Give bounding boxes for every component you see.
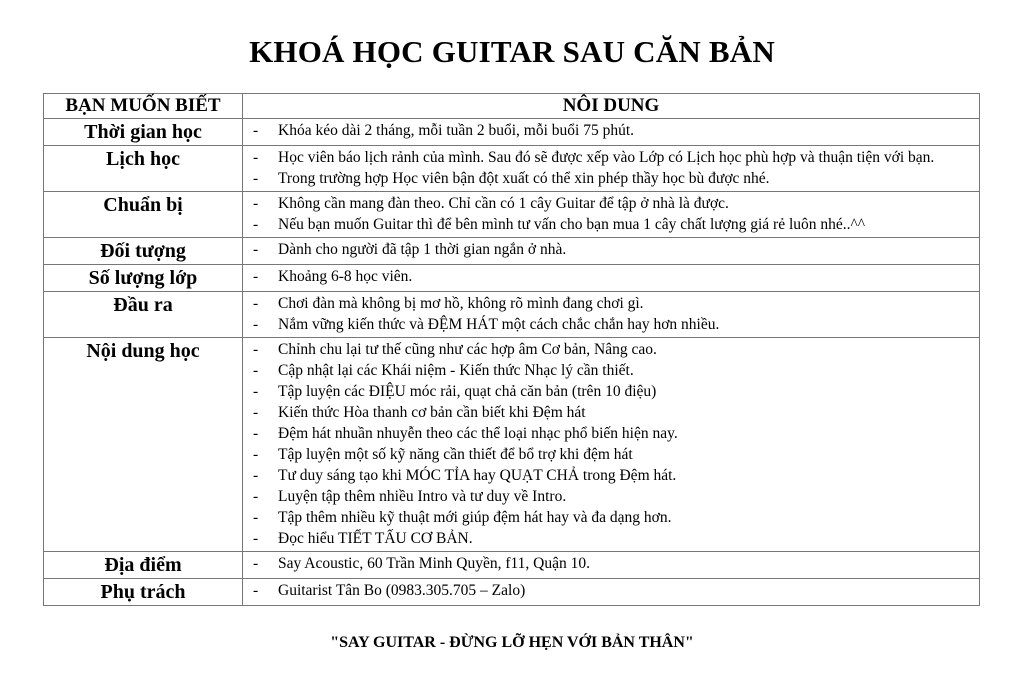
row-content <box>243 238 980 265</box>
column-header-content: NÔI DUNG <box>243 94 980 119</box>
list-item: - Học viên báo lịch rảnh của mình. Sau đó sẽ được xếp vào Lớp có Lịch học phù hợp và thuận tiện với bạn. <box>253 147 971 168</box>
table-row <box>44 192 980 238</box>
row-label: Phụ trách <box>44 579 243 606</box>
row-content <box>243 579 980 606</box>
list-item: - Tập luyện các ĐIỆU móc rải, quạt chả căn bản (trên 10 điệu) <box>253 381 971 402</box>
list-item: - Đọc hiểu TIẾT TẤU CƠ BẢN. <box>253 528 971 549</box>
row-content <box>243 119 980 146</box>
table-header-row <box>44 94 980 119</box>
row-label: Lịch học <box>44 146 243 192</box>
list-item: - Nếu bạn muốn Guitar thì để bên mình tư vấn cho bạn mua 1 cây chất lượng giá rẻ luôn nhé..^^ <box>253 214 971 235</box>
row-content <box>243 192 980 238</box>
list-item: - Say Acoustic, 60 Trần Minh Quyền, f11, Quận 10. <box>253 553 971 574</box>
list-item: - Tập thêm nhiều kỹ thuật mới giúp đệm hát hay và đa dạng hơn. <box>253 507 971 528</box>
row-label: Số lượng lớp <box>44 265 243 292</box>
row-label: Đầu ra <box>44 292 243 338</box>
list-item: - Đệm hát nhuần nhuyễn theo các thể loại nhạc phổ biến hiện nay. <box>253 423 971 444</box>
row-label: Nội dung học <box>44 338 243 552</box>
table-row <box>44 292 980 338</box>
table-row <box>44 579 980 606</box>
table-row <box>44 265 980 292</box>
list-item: - Dành cho người đã tập 1 thời gian ngắn ở nhà. <box>253 239 971 260</box>
row-content <box>243 265 980 292</box>
table-row <box>44 146 980 192</box>
list-item: - Guitarist Tân Bo (0983.305.705 – Zalo) <box>253 580 971 601</box>
list-item: - Luyện tập thêm nhiều Intro và tư duy về Intro. <box>253 486 971 507</box>
list-item: - Khóa kéo dài 2 tháng, mỗi tuần 2 buổi, mỗi buổi 75 phút. <box>253 120 971 141</box>
list-item: - Tập luyện một số kỹ năng cần thiết để bổ trợ khi đệm hát <box>253 444 971 465</box>
table-row <box>44 338 980 552</box>
list-item: - Tư duy sáng tạo khi MÓC TỈA hay QUẠT CHẢ trong Đệm hát. <box>253 465 971 486</box>
list-item: - Không cần mang đàn theo. Chỉ cần có 1 cây Guitar để tập ở nhà là được. <box>253 193 971 214</box>
row-label: Đối tượng <box>44 238 243 265</box>
course-info-table <box>43 93 980 606</box>
column-header-question: BẠN MUỐN BIẾT <box>44 94 243 119</box>
table-row <box>44 119 980 146</box>
table-row <box>44 552 980 579</box>
list-item: - Khoảng 6-8 học viên. <box>253 266 971 287</box>
list-item: - Chơi đàn mà không bị mơ hồ, không rõ mình đang chơi gì. <box>253 293 971 314</box>
row-content <box>243 146 980 192</box>
list-item: - Trong trường hợp Học viên bận đột xuất có thể xin phép thầy học bù được nhé. <box>253 168 971 189</box>
table-row <box>44 238 980 265</box>
row-content <box>243 552 980 579</box>
list-item: - Cập nhật lại các Khái niệm - Kiến thức Nhạc lý cần thiết. <box>253 360 971 381</box>
row-content <box>243 338 980 552</box>
row-label: Địa điểm <box>44 552 243 579</box>
row-content <box>243 292 980 338</box>
slogan: "SAY GUITAR - ĐỪNG LỠ HẸN VỚI BẢN THÂN" <box>330 634 694 651</box>
page-title: KHOÁ HỌC GUITAR SAU CĂN BẢN <box>249 34 775 69</box>
list-item: - Kiến thức Hòa thanh cơ bản cần biết khi Đệm hát <box>253 402 971 423</box>
list-item: - Chỉnh chu lại tư thế cũng như các hợp âm Cơ bản, Nâng cao. <box>253 339 971 360</box>
row-label: Chuẩn bị <box>44 192 243 238</box>
row-label: Thời gian học <box>44 119 243 146</box>
list-item: - Nắm vững kiến thức và ĐỆM HÁT một cách chắc chắn hay hơn nhiều. <box>253 314 971 335</box>
